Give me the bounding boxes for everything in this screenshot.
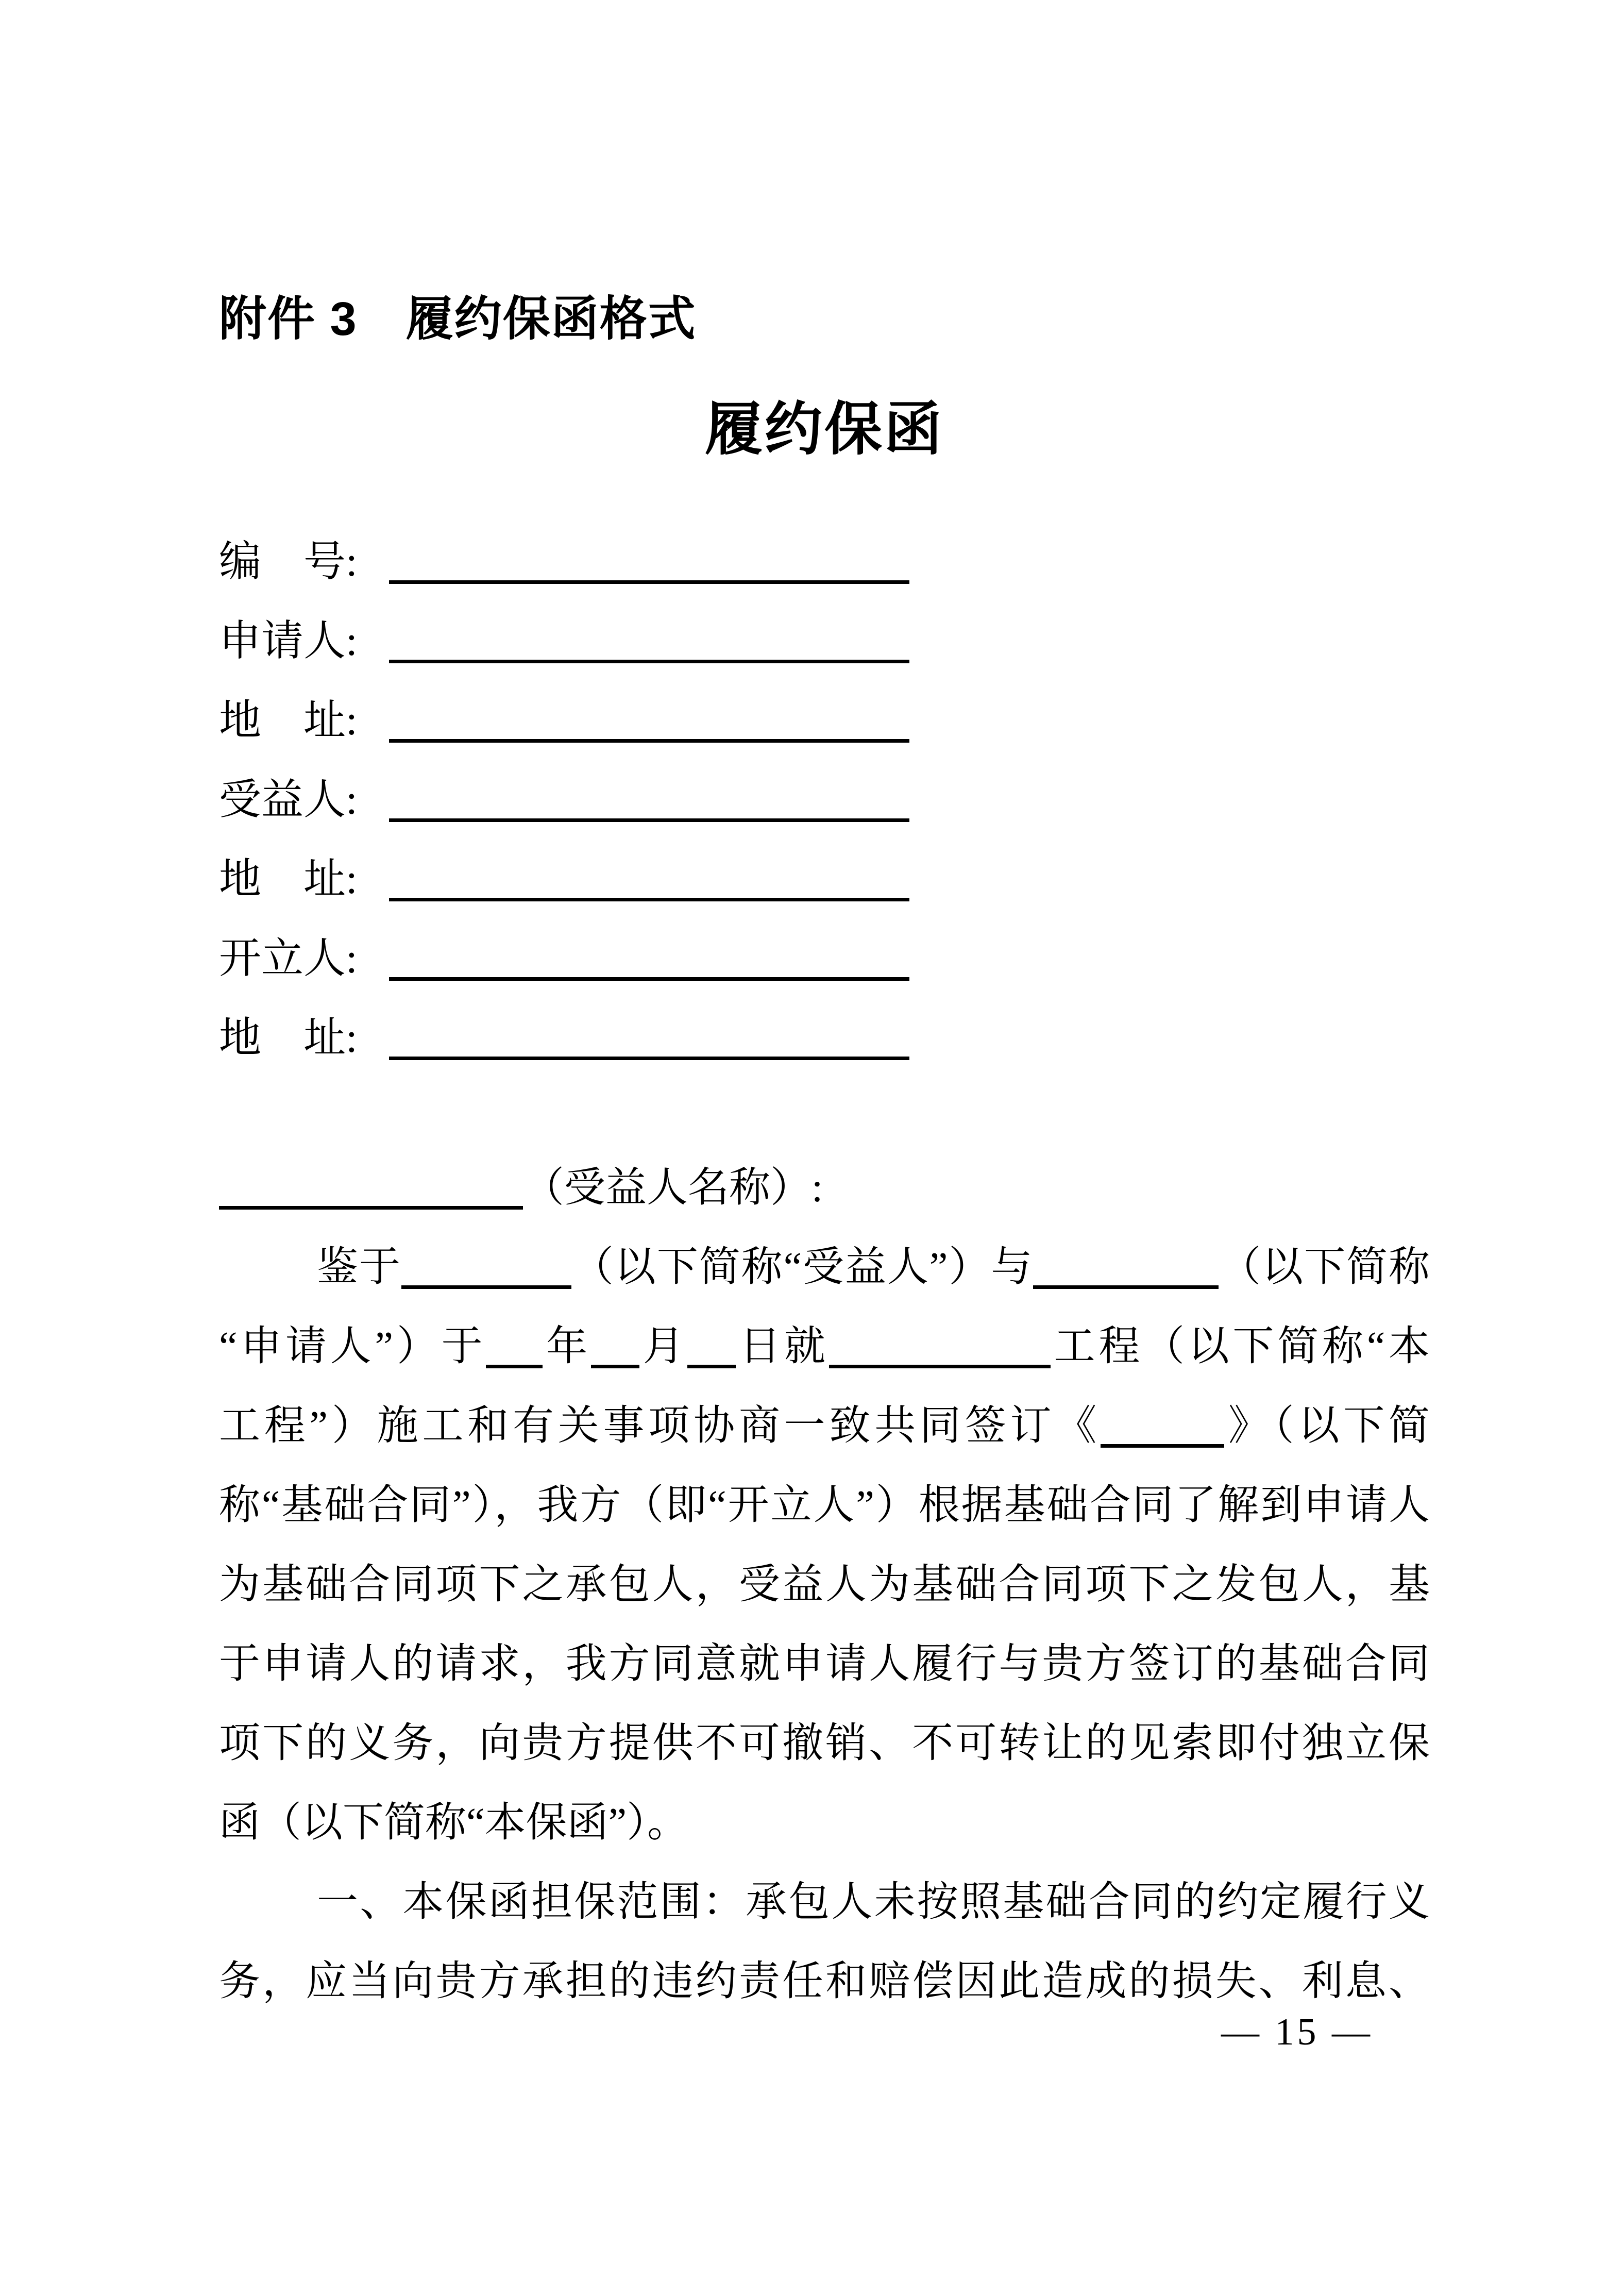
page-number: — 15 — [1221, 2011, 1373, 2053]
fill-in-blank [486, 1328, 543, 1368]
form-row [219, 840, 1430, 919]
attachment-header: 附件 3 履约保函格式 [219, 293, 697, 345]
fill-in-blank [1101, 1407, 1224, 1448]
document-title: 履约保函 [705, 398, 944, 462]
form-fill-in-blank [389, 543, 909, 584]
body-text: （以下简称 [1219, 1245, 1430, 1290]
body-line [219, 1863, 1430, 1942]
form-field-label: 地 址: [219, 1014, 358, 1061]
body-text: 月 [639, 1324, 688, 1369]
body-text: 日就 [736, 1324, 829, 1369]
body-text: 》（以下简 [1224, 1403, 1430, 1449]
fill-in-blank [1033, 1248, 1219, 1289]
body-text: 工程（以下简称“本 [1050, 1324, 1430, 1369]
body-text: （以下简称“受益人”）与 [571, 1245, 1034, 1290]
form-row [219, 601, 1430, 681]
form-fill-in-blank [389, 940, 909, 981]
form-fill-in-blank [389, 622, 909, 664]
body-text: 务，应当向贵方承担的违约责任和赔偿因此造成的损失、利息、 [219, 1959, 1430, 2004]
fill-in-blank [219, 1169, 523, 1210]
form-row [219, 681, 1430, 760]
body-text: 鉴于 [317, 1245, 401, 1290]
form-row [219, 998, 1430, 1078]
body-text: “申请人”）于 [219, 1324, 486, 1369]
form-field-label: 编 号: [219, 538, 358, 585]
body-line [219, 1148, 1430, 1228]
form-field-label: 地 址: [219, 856, 358, 902]
form-field-label: 受益人: [219, 776, 358, 823]
body-text: 于申请人的请求，我方同意就申请人履行与贵方签订的基础合同 [219, 1641, 1430, 1687]
body-line [219, 1783, 1430, 1863]
form-fill-in-blank [389, 1019, 909, 1061]
body-text: 函（以下简称“本保函”）。 [219, 1800, 689, 1846]
body-line [219, 1704, 1430, 1783]
form-row [219, 522, 1430, 601]
form-field-label: 开立人: [219, 935, 358, 982]
form-field-label: 地 址: [219, 697, 358, 744]
body-text: 为基础合同项下之承包人，受益人为基础合同项下之发包人，基 [219, 1562, 1430, 1607]
form-row [219, 919, 1430, 998]
body-text: （受益人名称）: [523, 1165, 823, 1211]
body-line [219, 1307, 1430, 1386]
fill-in-blank [687, 1328, 736, 1368]
body-text: 项下的义务，向贵方提供不可撤销、不可转让的见索即付独立保 [219, 1721, 1430, 1766]
body-lines [219, 1148, 1430, 2021]
body-line [219, 1545, 1430, 1624]
fill-in-blank [591, 1328, 639, 1368]
body-text: 工程”）施工和有关事项协商一致共同签订《 [219, 1403, 1101, 1449]
body-text: 年 [543, 1324, 591, 1369]
body-text: 一、本保函担保范围：承包人未按照基础合同的约定履行义 [317, 1880, 1430, 1925]
body-line [219, 1228, 1430, 1307]
fill-in-blank [829, 1328, 1051, 1368]
form-fill-in-blank [389, 781, 909, 823]
form-fill-in-blank [389, 701, 909, 743]
body-line [219, 1386, 1430, 1466]
form-row [219, 760, 1430, 840]
form-rows [219, 522, 1430, 1078]
body-text: 称“基础合同”），我方（即“开立人”）根据基础合同了解到申请人 [219, 1483, 1430, 1528]
fill-in-blank [401, 1248, 571, 1289]
body-line [219, 1466, 1430, 1545]
form-fill-in-blank [389, 860, 909, 902]
body-line [219, 1624, 1430, 1704]
form-field-label: 申请人: [219, 617, 358, 664]
